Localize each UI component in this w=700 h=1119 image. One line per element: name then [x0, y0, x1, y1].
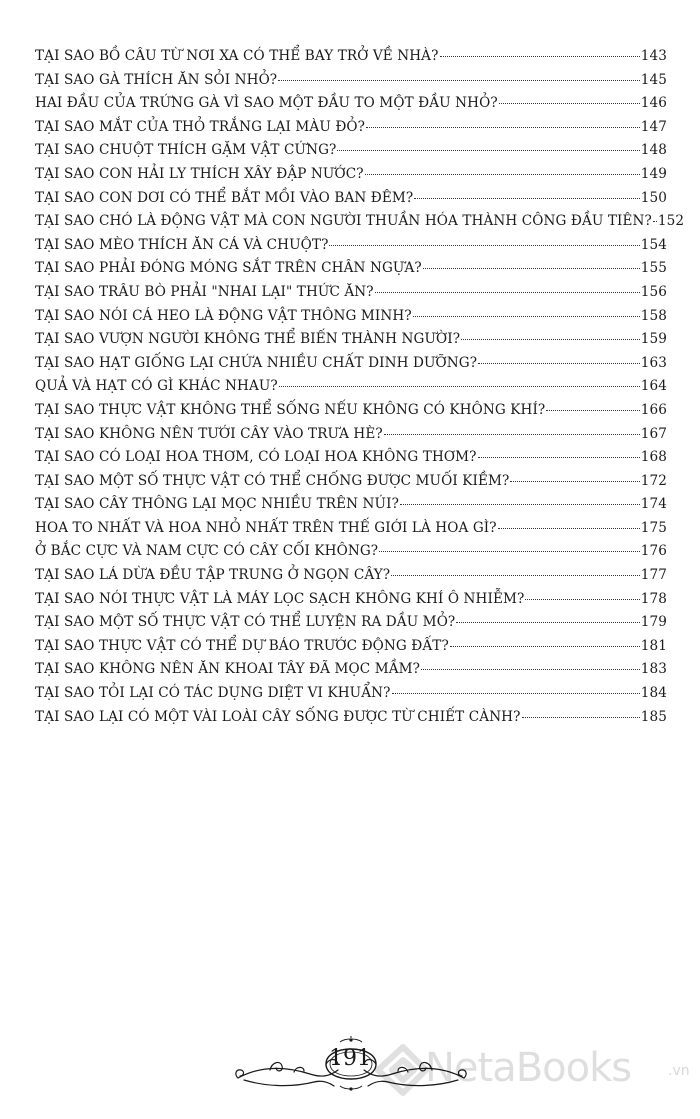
toc-entry	[35, 48, 667, 72]
toc-entry-title: HOA TO NHẤT VÀ HOA NHỎ NHẤT TRÊN THẾ GIỚI LÀ HOA GÌ?	[35, 519, 497, 536]
toc-entry-title: TẠI SAO MẮT CỦA THỎ TRẮNG LẠI MÀU ĐỎ?	[35, 118, 366, 135]
toc-dot-leader	[421, 669, 640, 670]
toc-entry	[35, 496, 667, 520]
toc-entry-title: TẠI SAO MỘT SỐ THỰC VẬT CÓ THỂ CHỐNG ĐƯỢC MUỐI KIỀM?	[35, 472, 510, 489]
toc-dot-leader	[379, 551, 640, 552]
toc-dot-leader	[546, 410, 639, 411]
toc-entry	[35, 237, 667, 261]
toc-dot-leader	[522, 717, 640, 718]
toc-entry	[35, 72, 667, 96]
toc-entry-page: 183	[640, 661, 667, 678]
toc-entry-page: 156	[640, 283, 667, 300]
toc-entry-page: 174	[640, 496, 667, 513]
toc-entry-title: TẠI SAO PHẢI ĐÓNG MÓNG SẮT TRÊN CHÂN NGỰA?	[35, 260, 422, 277]
toc-entry-title: TẠI SAO KHÔNG NÊN ĂN KHOAI TÂY ĐÃ MỌC MẦM?	[35, 661, 421, 678]
toc-entry	[35, 473, 667, 497]
toc-entry-title: TẠI SAO TRÂU BÒ PHẢI "NHAI LẠI" THỨC ĂN?	[35, 283, 374, 300]
toc-dot-leader	[384, 434, 640, 435]
toc-entry-page: 172	[640, 472, 667, 489]
toc-entry-page: 148	[640, 142, 667, 159]
toc-entry	[35, 190, 667, 214]
toc-dot-leader	[366, 127, 640, 128]
toc-entry-page: 176	[640, 543, 667, 560]
toc-entry-title: TẠI SAO CON DƠI CÓ THỂ BẮT MỒI VÀO BAN ĐÊM?	[35, 189, 414, 206]
toc-entry-page: 177	[640, 567, 667, 584]
toc-entry-title: Ở BẮC CỰC VÀ NAM CỰC CÓ CÂY CỐI KHÔNG?	[35, 543, 379, 560]
watermark-brand: NetaBooks	[425, 1045, 632, 1091]
toc-entry-title: TẠI SAO CON HẢI LY THÍCH XÂY ĐẬP NƯỚC?	[35, 165, 364, 182]
toc-dot-leader	[440, 56, 640, 57]
toc-entry-page: 166	[640, 401, 667, 418]
toc-entry	[35, 567, 667, 591]
toc-entry-page: 184	[640, 685, 667, 702]
toc-dot-leader	[461, 339, 640, 340]
toc-entry-page: 143	[640, 48, 667, 64]
toc-entry	[35, 709, 667, 733]
toc-entry-title: TẠI SAO CÂY THÔNG LẠI MỌC NHIỀU TRÊN NÚI?	[35, 496, 399, 513]
toc-entry-page: 149	[640, 165, 667, 182]
toc-dot-leader	[279, 386, 640, 387]
toc-entry-title: TẠI SAO KHÔNG NÊN TƯỚI CÂY VÀO TRƯA HÈ?	[35, 425, 383, 442]
toc-entry-title: TẠI SAO BỒ CÂU TỪ NƠI XA CÓ THỂ BAY TRỞ VỀ NHÀ?	[35, 48, 439, 64]
toc-dot-leader	[478, 363, 640, 364]
toc-entry-title: TẠI SAO CHÓ LÀ ĐỘNG VẬT MÀ CON NGƯỜI THUẦN HÓA THÀNH CÔNG ĐẦU TIÊN?	[35, 213, 652, 230]
toc-entry-page: 159	[640, 331, 667, 348]
toc-dot-leader	[450, 646, 640, 647]
toc-entry	[35, 213, 685, 237]
toc-entry	[35, 426, 667, 450]
toc-entry	[35, 142, 667, 166]
toc-dot-leader	[400, 504, 640, 505]
toc-entry	[35, 685, 667, 709]
toc-entry-title: TẠI SAO HẠT GIỐNG LẠI CHỨA NHIỀU CHẤT DINH DƯỠNG?	[35, 354, 478, 371]
watermark-suffix: .vn	[668, 1063, 690, 1079]
toc-entry-title: TẠI SAO NÓI CÁ HEO LÀ ĐỘNG VẬT THÔNG MINH?	[35, 307, 412, 324]
toc-dot-leader	[392, 693, 640, 694]
toc-entry-page: 146	[640, 95, 667, 112]
toc-dot-leader	[413, 316, 640, 317]
toc-entry-title: TẠI SAO TỎI LẠI CÓ TÁC DỤNG DIỆT VI KHUẨN?	[35, 685, 391, 702]
toc-entry	[35, 355, 667, 379]
toc-entry-page: 179	[640, 614, 667, 631]
toc-entry	[35, 661, 667, 685]
toc-entry-title: HAI ĐẦU CỦA TRỨNG GÀ VÌ SAO MỘT ĐẦU TO MỘT ĐẦU NHỎ?	[35, 95, 498, 112]
toc-entry	[35, 543, 667, 567]
toc-dot-leader	[423, 268, 640, 269]
toc-entry-page: 158	[640, 307, 667, 324]
toc-dot-leader	[525, 599, 639, 600]
toc-entry	[35, 95, 667, 119]
toc-entry-page: 145	[640, 71, 667, 88]
toc-entry	[35, 166, 667, 190]
toc-entry	[35, 378, 667, 402]
toc-dot-leader	[375, 292, 640, 293]
toc-dot-leader	[337, 150, 639, 151]
toc-entry-page: 178	[640, 590, 667, 607]
toc-entry-page: 185	[640, 708, 667, 725]
toc-dot-leader	[510, 481, 639, 482]
toc-entry	[35, 520, 667, 544]
table-of-contents	[35, 48, 685, 732]
toc-dot-leader	[456, 622, 639, 623]
toc-entry	[35, 331, 667, 355]
toc-entry-title: TẠI SAO MÈO THÍCH ĂN CÁ VÀ CHUỘT?	[35, 236, 329, 253]
toc-entry-page: 147	[640, 118, 667, 135]
toc-entry	[35, 308, 667, 332]
toc-entry-page: 155	[640, 260, 667, 277]
toc-entry-title: QUẢ VÀ HẠT CÓ GÌ KHÁC NHAU?	[35, 378, 278, 395]
toc-entry-page: 154	[640, 236, 667, 253]
toc-entry-page: 152	[657, 213, 685, 230]
toc-entry-title: TẠI SAO CHUỘT THÍCH GẶM VẬT CỨNG?	[35, 142, 337, 159]
toc-entry	[35, 449, 667, 473]
toc-dot-leader	[391, 575, 640, 576]
toc-entry-title: TẠI SAO LÁ DỪA ĐỀU TẬP TRUNG Ở NGỌN CÂY?	[35, 567, 391, 584]
toc-entry	[35, 402, 667, 426]
toc-dot-leader	[278, 80, 640, 81]
toc-entry-page: 150	[640, 189, 667, 206]
toc-entry	[35, 260, 667, 284]
toc-entry	[35, 591, 667, 615]
toc-entry-title: TẠI SAO THỰC VẬT CÓ THỂ DỰ BÁO TRƯỚC ĐỘNG ĐẤT?	[35, 637, 449, 654]
toc-entry	[35, 614, 667, 638]
toc-entry-page: 167	[640, 425, 667, 442]
toc-entry-page: 164	[640, 378, 667, 395]
toc-entry-page: 163	[640, 354, 667, 371]
toc-entry	[35, 638, 667, 662]
toc-dot-leader	[414, 198, 640, 199]
toc-entry	[35, 119, 667, 143]
toc-entry-title: TẠI SAO MỘT SỐ THỰC VẬT CÓ THỂ LUYỆN RA DẦU MỎ?	[35, 614, 456, 631]
toc-entry-page: 175	[640, 519, 667, 536]
toc-entry-title: TẠI SAO THỰC VẬT KHÔNG THỂ SỐNG NẾU KHÔNG CÓ KHÔNG KHÍ?	[35, 401, 546, 418]
toc-entry-page: 181	[640, 637, 667, 654]
toc-entry	[35, 284, 667, 308]
toc-entry-title: TẠI SAO VƯỢN NGƯỜI KHÔNG THỂ BIẾN THÀNH NGƯỜI?	[35, 331, 461, 348]
toc-entry-title: TẠI SAO LẠI CÓ MỘT VÀI LOÀI CÂY SỐNG ĐƯỢC TỪ CHIẾT CÀNH?	[35, 708, 521, 725]
toc-dot-leader	[499, 103, 640, 104]
toc-dot-leader	[365, 174, 640, 175]
toc-entry-title: TẠI SAO GÀ THÍCH ĂN SỎI NHỎ?	[35, 71, 278, 88]
toc-dot-leader	[653, 221, 657, 222]
toc-entry-title: TẠI SAO NÓI THỰC VẬT LÀ MÁY LỌC SẠCH KHÔNG KHÍ Ô NHIỄM?	[35, 590, 525, 607]
toc-entry-page: 168	[640, 449, 667, 466]
toc-dot-leader	[498, 528, 640, 529]
toc-entry-title: TẠI SAO CÓ LOẠI HOA THƠM, CÓ LOẠI HOA KHÔNG THƠM?	[35, 449, 477, 466]
toc-dot-leader	[478, 457, 640, 458]
page-number: 191	[329, 1046, 371, 1071]
toc-dot-leader	[329, 245, 639, 246]
